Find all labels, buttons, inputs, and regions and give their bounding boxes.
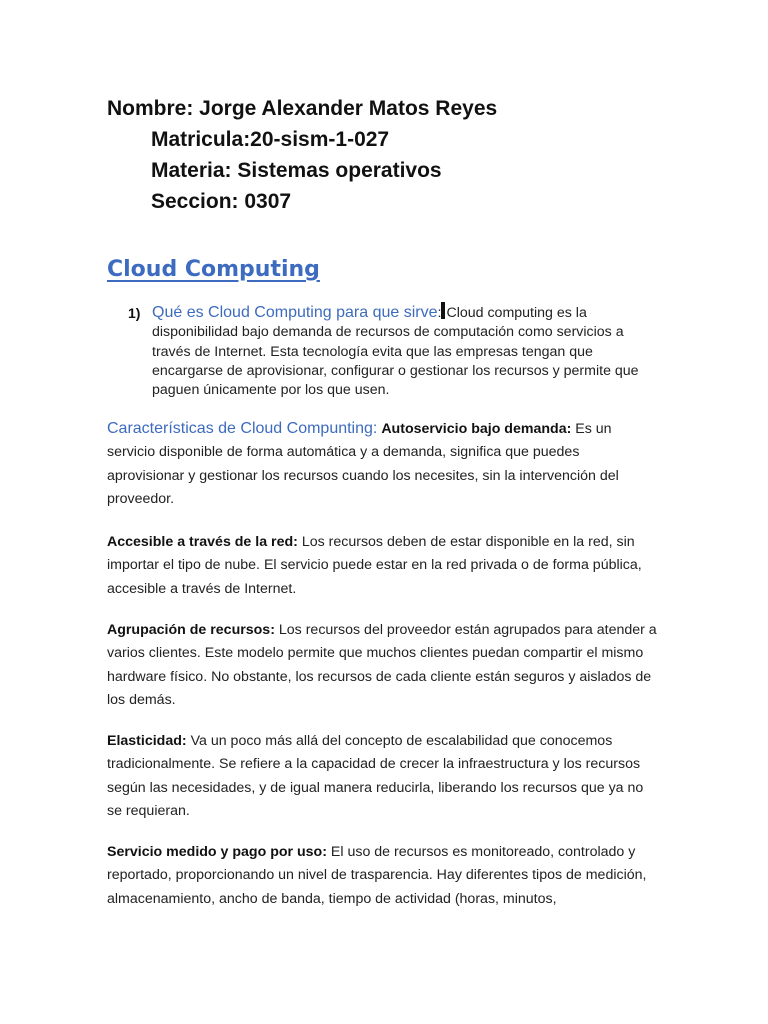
text-cursor [441,302,445,319]
question-answer: Cloud computing es la disponibilidad bajo demanda de recursos de computación como servicios a través de Internet. Esta tecnología evita que las empresas tengan que encargarse de aprovisionar, configurar o gestionar los recursos y permite que paguen únicamente por los que usen. [152,305,639,399]
feature-text: Va un poco más allá del concepto de escalabilidad que conocemos tradicionalmente. Se refiere a la capacidad de crecer la infraestructura y los recursos según las necesidades, y de igual manera reducirla, liberando los recursos que ya no se requieran. [107,733,644,820]
feature-text: El uso de recursos es monitoreado, controlado y reportado, proporcionando un nivel de trasparencia. Hay diferentes tipos de medición, almacenamiento, ancho de banda, tiempo de actividad (horas, minutos, [107,844,647,907]
question-item [128,302,648,400]
course-name: Materia: Sistemas operativos [151,159,442,182]
feature-term: Autoservicio bajo demanda: [381,421,572,437]
feature-term: Elasticidad: [107,733,187,749]
feature-term: Accesible a través de la red: [107,534,298,550]
feature-term: Agrupación de recursos: [107,622,275,638]
feature-paragraph-3 [107,619,657,713]
student-name: Nombre: Jorge Alexander Matos Reyes [107,97,498,120]
feature-paragraph-5 [107,841,657,911]
feature-paragraph-2 [107,531,657,601]
page-title: Cloud Computing [107,257,320,282]
section-number: Seccion: 0307 [151,190,292,213]
question-heading: Qué es Cloud Computing para que sirve [152,304,438,321]
feature-paragraph-1 [107,417,657,512]
feature-term: Servicio medido y pago por uso: [107,844,327,860]
feature-paragraph-4 [107,730,657,824]
feature-text: Es un servicio disponible de forma automática y a demanda, significa que puedes aprovisionar y gestionar los recursos cuando los necesites, sin la intervención del proveedor. [107,421,619,508]
question-paragraph [152,302,648,400]
feature-text: Los recursos del proveedor están agrupados para atender a varios clientes. Este modelo permite que muchos clientes puedan compartir el mismo hardware físico. No obstante, los recursos de cada cliente están seguros y aislados de los demás. [107,622,657,709]
features-heading: Características de Cloud Compunting: [107,420,378,437]
feature-text: Los recursos deben de estar disponible en la red, sin importar el tipo de nube. El servicio puede estar en la red privada o de forma pública, accesible a través de Internet. [107,534,642,597]
student-info [107,93,497,217]
student-id: Matricula:20-sism-1-027 [151,128,390,151]
question-number: 1) [128,305,141,321]
question-colon: : [437,305,442,321]
